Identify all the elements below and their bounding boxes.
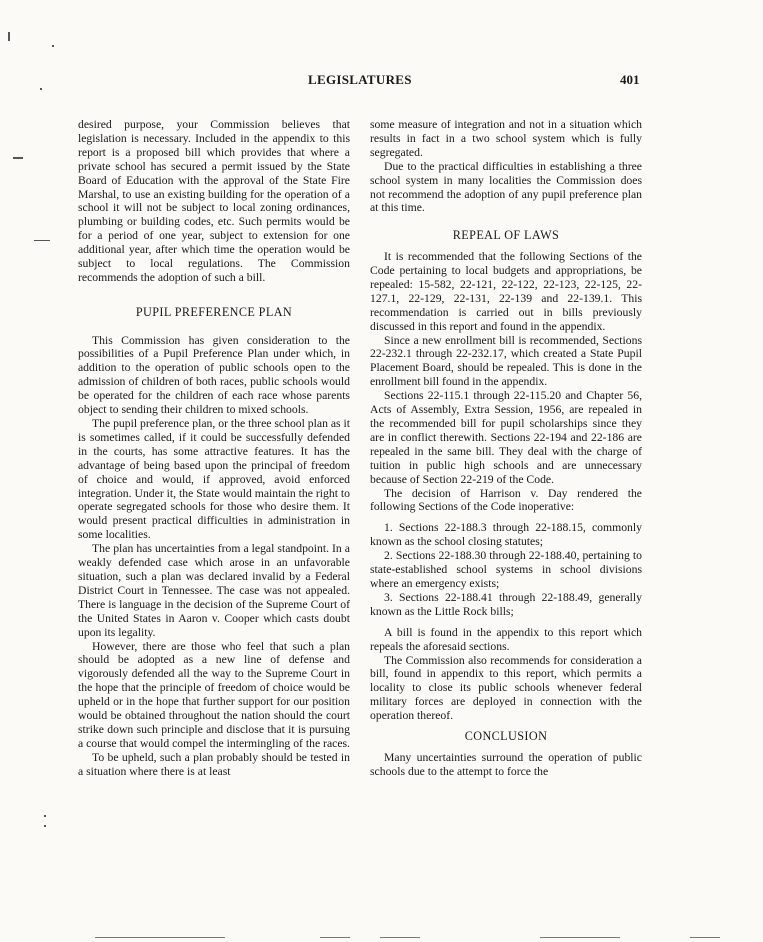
scan-mark bbox=[40, 88, 42, 90]
paragraph-legal-uncertainties: The plan has uncertainties from a legal standpoint. In a weakly defended case which arose in an unfavorable situation, such a plan was declared invalid by a Federal District Court in Tennessee. The case was not appealed. There is language in the decision of the Supreme Court of the United States in Aaron v. Cooper which casts doubt upon its legality. bbox=[78, 542, 350, 639]
scan-mark bbox=[8, 32, 10, 41]
paragraph-local-budgets-repeal: It is recommended that the following Sections of the Code pertaining to local budgets and appropriations, be repealed: 15-582, 22-121, 22-122, 22-123, 22-125, 22-127.1, 22-129, 22-131, 22-139 and 22-139.1. This recommendation is carried out in bills previously discussed in this report and found in the appendix. bbox=[370, 250, 642, 333]
paragraph-close-schools-bill: The Commission also recommends for consideration a bill, found in appendix to this report, which permits a locality to close its public schools whenever federal military forces are deployed in connection with the operation thereof. bbox=[370, 653, 642, 723]
paragraph-integration-measure: some measure of integration and not in a situation which results in fact in a two school system which is fully segregated. bbox=[370, 118, 642, 159]
paragraph-conclusion: Many uncertainties surround the operation of public schools due to the attempt to force the bbox=[370, 750, 642, 778]
running-head: LEGISLATURES bbox=[308, 72, 412, 87]
right-column bbox=[370, 118, 642, 779]
paragraph-repeal-bill: A bill is found in the appendix to this report which repeals the aforesaid sections. bbox=[370, 625, 642, 653]
left-column bbox=[78, 118, 350, 779]
paragraph-private-school-permits: desired purpose, your Commission believes that legislation is necessary. Included in the appendix to this report is a proposed bill which provides that where a private school has secured a permit issued by the State Board of Education with the approval of the State Fire Marshal, to use an existing building for the operation of a school it will not be subject to local zoning ordinances, plumbing or building codes, etc. Such permits would be for a period of one year, subject to extension for one additional year, after which time the operation would be subject to local regulations. The Commission recommends the adoption of such a bill. bbox=[78, 118, 350, 284]
bottom-rule bbox=[690, 937, 720, 938]
scan-mark bbox=[44, 815, 46, 817]
paragraph-harrison-v-day: The decision of Harrison v. Day rendered the following Sections of the Code inoperative: bbox=[370, 486, 642, 514]
scan-mark bbox=[52, 45, 54, 47]
paragraph-new-line-of-defense: However, there are those who feel that such a plan should be adopted as a new line of defense and vigorously defended all the way to the Supreme Court in the hope that the principle of freedom of choice would be upheld or in the hope that further support for our position would be obtained throughout the nation should the court strike down such principle and disclose that it is pursuing a course that would compel the intermingling of the races. bbox=[78, 639, 350, 750]
list-item-little-rock: 3. Sections 22-188.41 through 22-188.49, generally known as the Little Rock bills; bbox=[370, 590, 642, 618]
bottom-rule bbox=[95, 937, 225, 938]
bottom-rule bbox=[380, 937, 420, 938]
paragraph-enrollment-bill: Since a new enrollment bill is recommended, Sections 22-232.1 through 22-232.17, which created a State Pupil Placement Board, should be repealed. This is done in the enrollment bill found in the appendix. bbox=[370, 333, 642, 389]
scan-mark bbox=[44, 825, 46, 827]
list-item-school-closing: 1. Sections 22-188.3 through 22-188.15, commonly known as the school closing statutes; bbox=[370, 521, 642, 549]
scan-mark bbox=[13, 157, 23, 159]
heading-pupil-preference-plan: PUPIL PREFERENCE PLAN bbox=[135, 304, 293, 319]
bottom-rule bbox=[320, 937, 350, 938]
paragraph-to-be-upheld: To be upheld, such a plan probably should be tested in a situation where there is at least bbox=[78, 750, 350, 778]
paragraph-pupil-preference-consideration: This Commission has given consideration to the possibilities of a Pupil Preference Plan under which, in addition to the operation of public schools open to the admission of children of both races, public schools would be operated for the children of each race whose parents object to sending their children to mixed schools. bbox=[78, 333, 350, 417]
bottom-rule bbox=[540, 937, 620, 938]
heading-conclusion: CONCLUSION bbox=[464, 729, 548, 744]
paragraph-pupil-scholarships: Sections 22-115.1 through 22-115.20 and Chapter 56, Acts of Assembly, Extra Session, 1956, are repealed in the recommended bill for pupil scholarships since they are in conflict therewith. Sections 22-194 and 22-186 are repealed in the same bill. They deal with the charge of tuition in public high schools and are unnecessary because of Section 22-219 of the Code. bbox=[370, 389, 642, 486]
heading-repeal-of-laws: REPEAL OF LAWS bbox=[452, 228, 560, 243]
paragraph-practical-difficulties: Due to the practical difficulties in establishing a three school system in many localities the Commission does not recommend the adoption of any pupil preference plan at this time. bbox=[370, 159, 642, 215]
page-number: 401 bbox=[620, 72, 640, 87]
page-header bbox=[0, 72, 763, 90]
paragraph-three-school-plan: The pupil preference plan, or the three school plan as it is sometimes called, if it could be successfully defended in the courts, has some attractive features. It has the advantage of being based upon the principal of freedom of choice and would, if approved, avoid enforced integration. Under it, the State would maintain the right to operate segregated schools for those who desire them. It would present practical difficulties in administration in some localities. bbox=[78, 417, 350, 542]
list-item-state-established: 2. Sections 22-188.30 through 22-188.40, pertaining to state-established school systems in school divisions where an emergency exists; bbox=[370, 549, 642, 590]
scan-mark bbox=[34, 240, 50, 241]
